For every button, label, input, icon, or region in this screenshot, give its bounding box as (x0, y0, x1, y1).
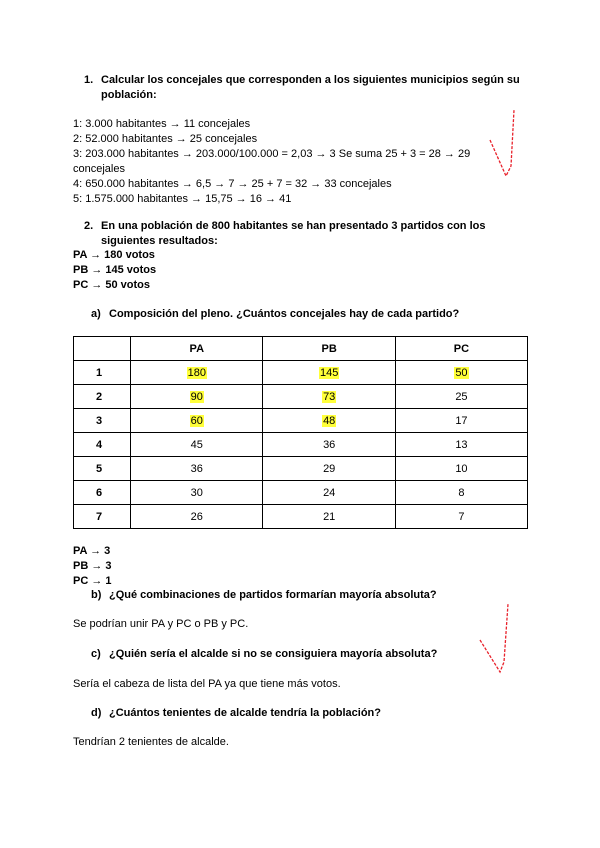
table-cell: 30 (131, 481, 263, 505)
table-cell: 3 (74, 409, 131, 433)
table-cell (263, 361, 395, 385)
q1-line-1: 1: 3.000 habitantes → 11 concejales (73, 118, 251, 130)
table-cell: 21 (263, 505, 395, 529)
table-cell (131, 361, 263, 385)
sub-c-answer: Sería el cabeza de lista del PA ya que tiene más votos. (73, 678, 341, 690)
seats-pa (73, 544, 110, 559)
table-cell: 25 (395, 385, 527, 409)
q1-title-line1: Calcular los concejales que corresponden a los siguientes municipios según su (101, 74, 520, 86)
table-row (74, 433, 528, 457)
votes-pb: PB → 145 votos (73, 264, 157, 276)
seats-pa-text: PA → 3 (73, 545, 111, 557)
table-row (74, 505, 528, 529)
highlighted-value: 90 (190, 390, 203, 403)
highlighted-value: 180 (187, 366, 206, 379)
seats-pc-text: PC → 1 (73, 575, 112, 587)
table-cell (395, 361, 527, 385)
checkmark-icon (484, 108, 524, 188)
table-header-cell: PA (131, 337, 263, 361)
sub-c-question: ¿Quién sería el alcalde si no se consiguiera mayoría absoluta? (109, 648, 438, 660)
table-row (74, 481, 528, 505)
table-cell: 6 (74, 481, 131, 505)
q2-number: 2. (84, 220, 94, 232)
sub-d-answer: Tendrían 2 tenientes de alcalde. (73, 736, 229, 748)
checkmark-icon (476, 602, 520, 678)
table-row (74, 457, 528, 481)
table-cell (131, 409, 263, 433)
table-cell: 1 (74, 361, 131, 385)
q1-title-line2: población: (101, 89, 157, 101)
table-cell: 17 (395, 409, 527, 433)
q1-line-5: 5: 1.575.000 habitantes → 15,75 → 16 → 41 (73, 193, 292, 205)
table-cell: 13 (395, 433, 527, 457)
q1-number: 1. (84, 74, 94, 86)
seats-table (73, 336, 528, 529)
sub-b-answer: Se podrían unir PA y PC o PB y PC. (73, 618, 249, 630)
table-cell: 7 (74, 505, 131, 529)
table-cell (263, 409, 395, 433)
q1-line-3-cont: concejales (73, 163, 125, 175)
table-header-cell: PB (263, 337, 395, 361)
table-cell (131, 385, 263, 409)
table-cell: 24 (263, 481, 395, 505)
table-cell (263, 385, 395, 409)
table-cell: 2 (74, 385, 131, 409)
table-row (74, 361, 528, 385)
votes-pc: PC → 50 votos (73, 279, 151, 291)
table-cell: 7 (395, 505, 527, 529)
seats-pc (73, 574, 112, 589)
table-cell: 10 (395, 457, 527, 481)
sub-d-question: ¿Cuántos tenientes de alcalde tendría la población? (109, 707, 381, 719)
seats-pb (73, 559, 112, 574)
seats-pb-text: PB → 3 (73, 560, 112, 572)
highlighted-value: 60 (190, 414, 203, 427)
sub-b-question: ¿Qué combinaciones de partidos formarían mayoría absoluta? (109, 589, 437, 601)
q1-line-4: 4: 650.000 habitantes → 6,5 → 7 → 25 + 7 = 32 → 33 concejales (73, 178, 392, 190)
table-cell: 36 (131, 457, 263, 481)
table-cell: 5 (74, 457, 131, 481)
table-cell: 36 (263, 433, 395, 457)
table-header-row (74, 337, 528, 361)
sub-a-question: Composición del pleno. ¿Cuántos concejales hay de cada partido? (109, 308, 460, 320)
highlighted-value: 48 (323, 414, 336, 427)
sub-d-label: d) (91, 707, 102, 719)
highlighted-value: 50 (455, 366, 468, 379)
table-row (74, 409, 528, 433)
sub-b-label: b) (91, 589, 102, 601)
table-header-cell (74, 337, 131, 361)
votes-pa: PA → 180 votos (73, 249, 155, 261)
q2-title-line1: En una población de 800 habitantes se han presentado 3 partidos con los (101, 220, 486, 232)
q2-title-line2: siguientes resultados: (101, 235, 218, 247)
table-cell: 29 (263, 457, 395, 481)
q1-line-2: 2: 52.000 habitantes → 25 concejales (73, 133, 258, 145)
q1-line-3: 3: 203.000 habitantes → 203.000/100.000 = 2,03 → 3 Se suma 25 + 3 = 28 → 29 (73, 148, 471, 160)
table-cell: 45 (131, 433, 263, 457)
table-cell: 8 (395, 481, 527, 505)
table-cell: 4 (74, 433, 131, 457)
highlighted-value: 73 (323, 390, 336, 403)
sub-c-label: c) (91, 648, 101, 660)
table-header-cell: PC (395, 337, 527, 361)
table-row (74, 385, 528, 409)
sub-a-label: a) (91, 308, 101, 320)
table-cell: 26 (131, 505, 263, 529)
highlighted-value: 145 (320, 366, 339, 379)
